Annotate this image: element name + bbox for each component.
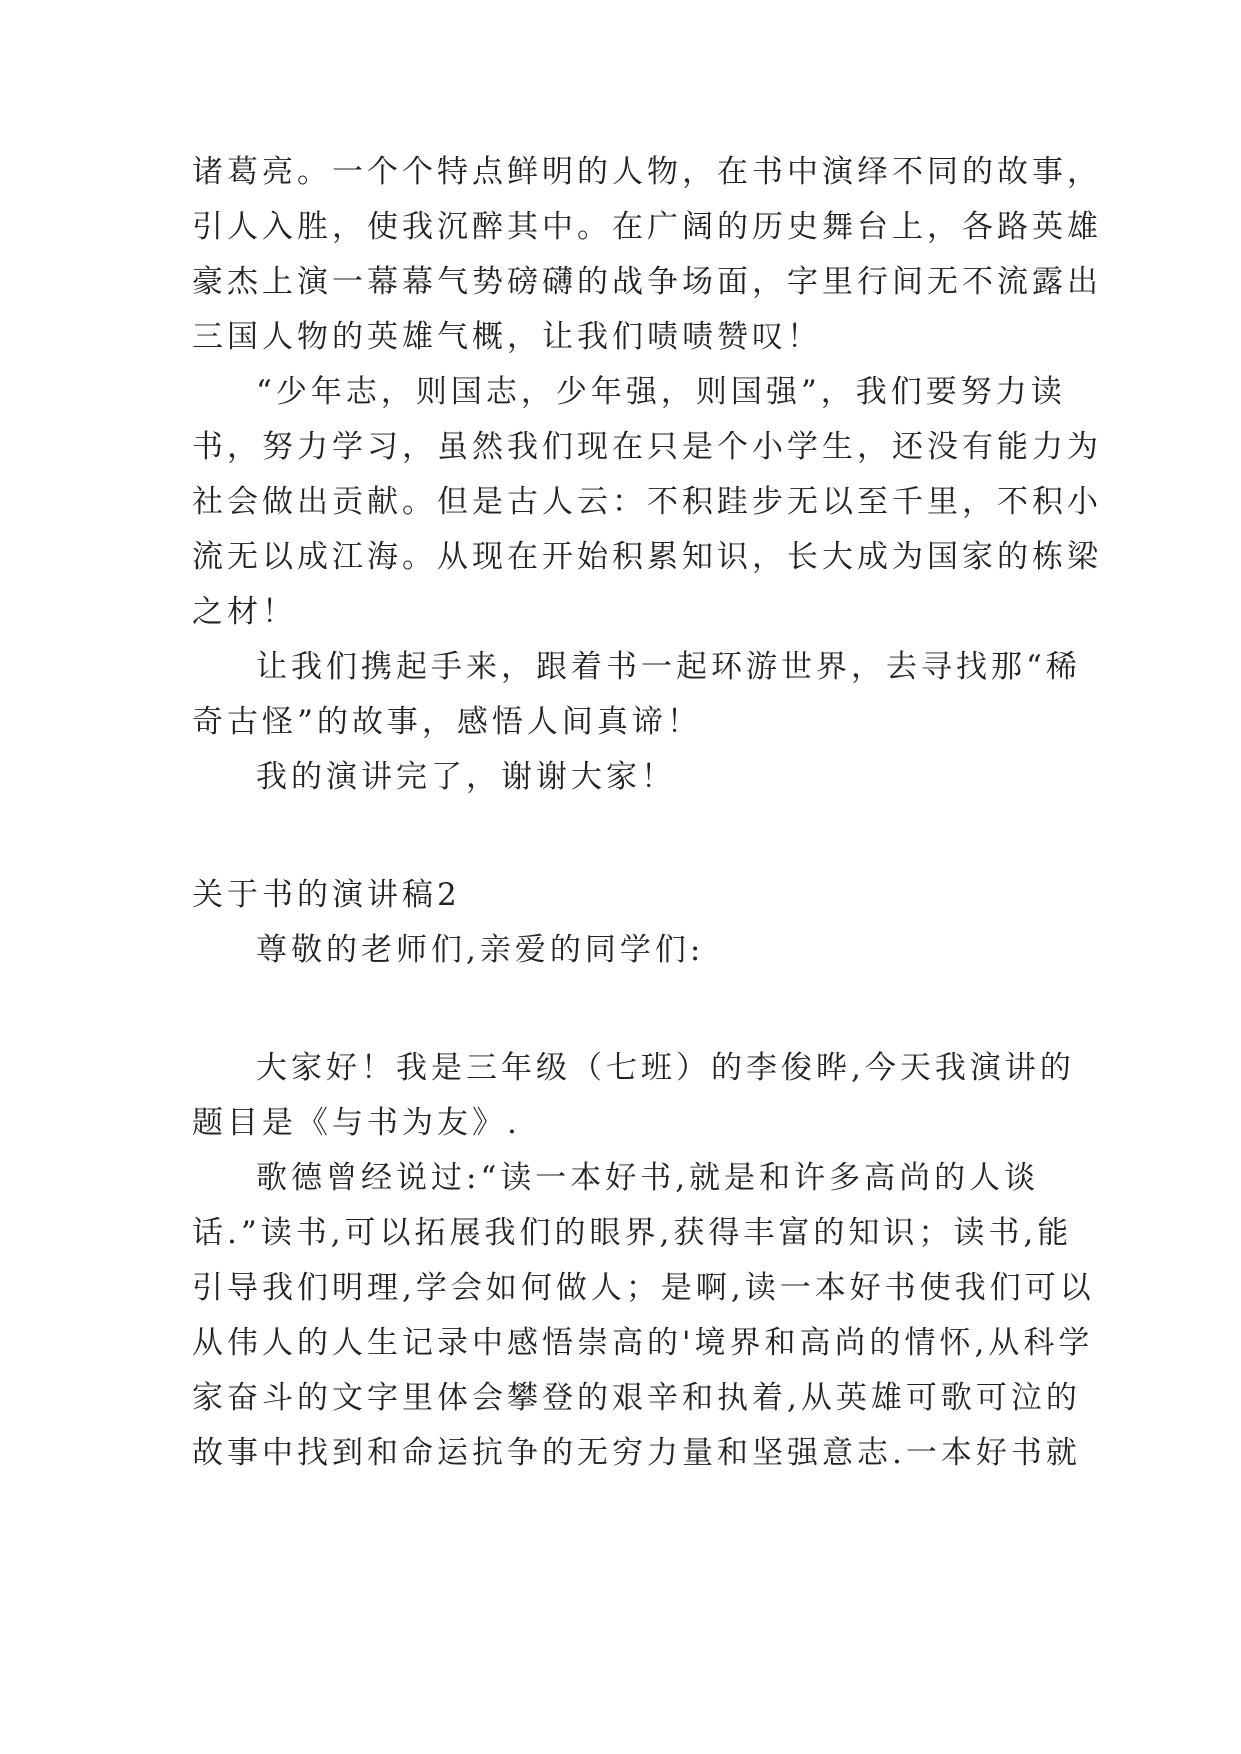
text-line: 奇古怪”的故事，感悟人间真谛！: [192, 704, 702, 740]
text-line: 让我们携起手来，跟着书一起环游世界，去寻找那“稀: [256, 649, 1081, 685]
text-line: 故事中找到和命运抗争的无穷力量和坚强意志.一本好书就: [192, 1435, 1081, 1471]
section-title: 关于书的演讲稿2: [192, 877, 461, 913]
text-line: 流无以成江海。从现在开始积累知识，长大成为国家的栋梁: [192, 539, 1102, 575]
text-line: 话.”读书,可以拓展我们的眼界,获得丰富的知识；读书,能: [192, 1215, 1073, 1251]
text-line: 之材！: [192, 594, 297, 630]
text-line: 从伟人的人生记录中感悟崇高的'境界和高尚的情怀,从科学: [192, 1325, 1094, 1361]
text-line: 豪杰上演一幕幕气势磅礴的战争场面，字里行间无不流露出: [192, 264, 1102, 300]
text-line: 我的演讲完了，谢谢大家！: [256, 759, 676, 795]
text-line: 歌德曾经说过:“读一本好书,就是和许多高尚的人谈: [256, 1160, 1040, 1196]
salutation: 尊敬的老师们,亲爱的同学们:: [256, 932, 705, 968]
text-line: 大家好！我是三年级（七班）的李俊晔,今天我演讲的: [256, 1050, 1075, 1086]
text-line: 题目是《与书为友》.: [192, 1105, 521, 1141]
text-line: “少年志，则国志，少年强，则国强”，我们要努力读: [256, 374, 1066, 410]
text-line: 三国人物的英雄气概，让我们啧啧赞叹！: [192, 319, 822, 355]
text-line: 社会做出贡献。但是古人云：不积跬步无以至千里，不积小: [192, 484, 1102, 520]
text-line: 诸葛亮。一个个特点鲜明的人物，在书中演绎不同的故事，: [192, 154, 1102, 190]
text-line: 书，努力学习，虽然我们现在只是个小学生，还没有能力为: [192, 429, 1102, 465]
text-line: 引人入胜，使我沉醉其中。在广阔的历史舞台上，各路英雄: [192, 209, 1102, 245]
text-line: 引导我们明理,学会如何做人；是啊,读一本好书使我们可以: [192, 1270, 1095, 1306]
text-line: 家奋斗的文字里体会攀登的艰辛和执着,从英雄可歌可泣的: [192, 1380, 1081, 1416]
